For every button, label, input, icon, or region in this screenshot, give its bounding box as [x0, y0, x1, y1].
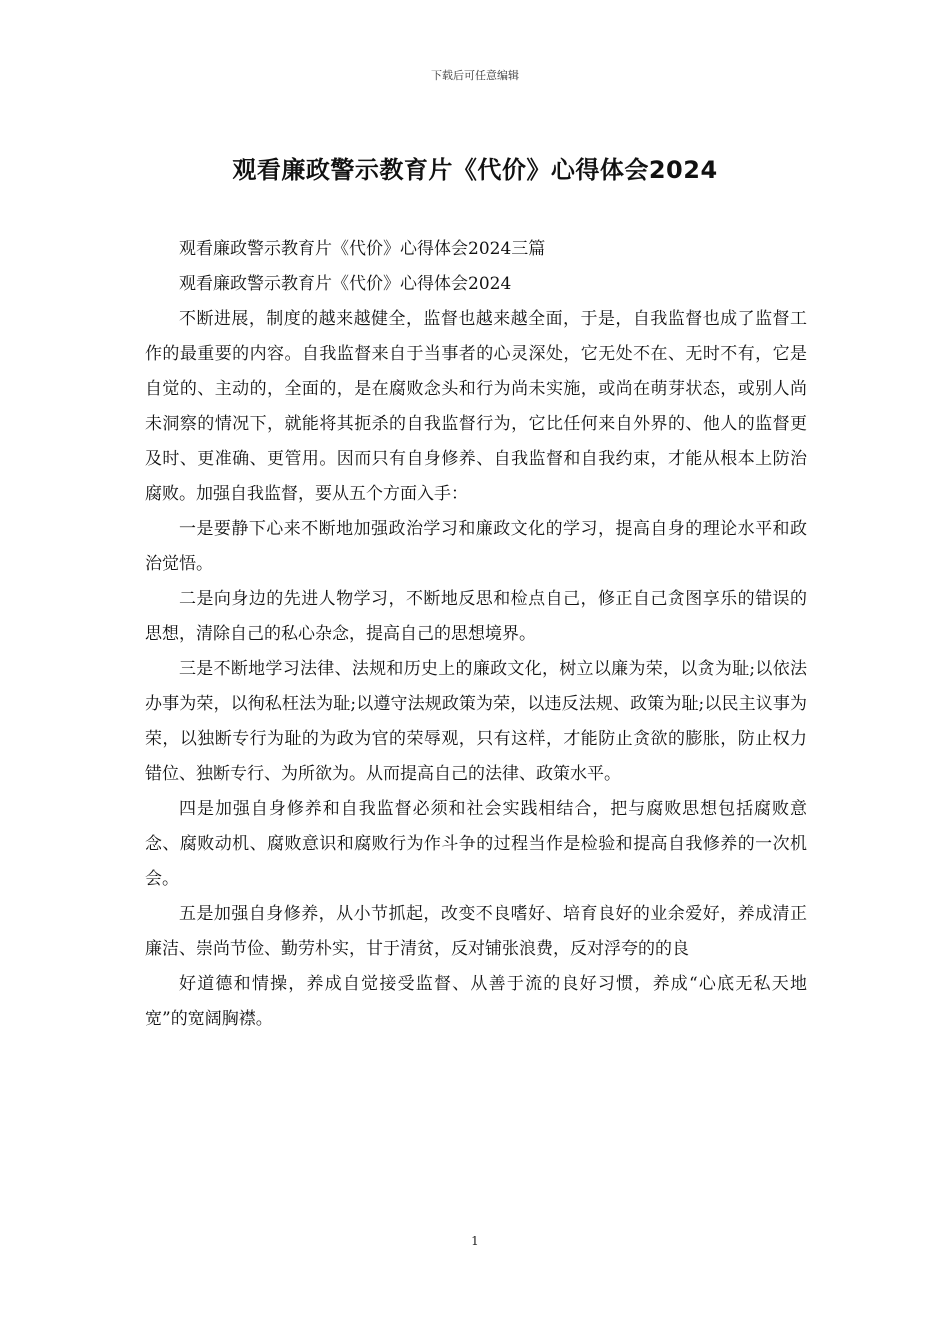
- header-note: 下载后可任意编辑: [431, 69, 519, 82]
- paragraph-section-heading: 观看廉政警示教育片《代价》心得体会2024: [179, 274, 512, 294]
- paragraph-point-4: 四是加强自身修养和自我监督必须和社会实践相结合，把与腐败思想包括腐败意念、腐败动机、腐败意识和腐败行为作斗争的过程当作是检验和提高自我修养的一次机会。: [145, 799, 807, 889]
- paragraph-subtitle: 观看廉政警示教育片《代价》心得体会2024三篇: [179, 239, 546, 259]
- paragraph-point-3: 三是不断地学习法律、法规和历史上的廉政文化，树立以廉为荣，以贪为耻;以依法办事为荣，以徇私枉法为耻;以遵守法规政策为荣，以违反法规、政策为耻;以民主议事为荣，以独断专行为耻的为政为官的荣辱观，只有这样，才能防止贪欲的膨胀，防止权力错位、独断专行、为所欲为。从而提高自己的法律、政策水平。: [145, 659, 807, 784]
- page-number: 1: [471, 1234, 479, 1248]
- paragraph-point-5: 五是加强自身修养，从小节抓起，改变不良嗜好、培育良好的业余爱好，养成清正廉洁、崇尚节俭、勤劳朴实，甘于清贫，反对铺张浪费，反对浮夸的的良: [145, 904, 807, 959]
- paragraph-point-1: 一是要静下心来不断地加强政治学习和廉政文化的学习，提高自身的理论水平和政治觉悟。: [145, 519, 807, 574]
- paragraph-intro: 不断进展，制度的越来越健全，监督也越来越全面，于是，自我监督也成了监督工作的最重要的内容。自我监督来自于当事者的心灵深处，它无处不在、无时不有，它是自觉的、主动的，全面的，是在腐败念头和行为尚未实施，或尚在萌芽状态，或别人尚未洞察的情况下，就能将其扼杀的自我监督行为，它比任何来自外界的、他人的监督更及时、更准确、更管用。因而只有自身修养、自我监督和自我约束，才能从根本上防治腐败。加强自我监督，要从五个方面入手：: [145, 309, 807, 504]
- document-body: [145, 232, 807, 1037]
- document-title: 观看廉政警示教育片《代价》心得体会2024: [232, 156, 718, 184]
- paragraph-point-2: 二是向身边的先进人物学习，不断地反思和检点自己，修正自己贪图享乐的错误的思想，清除自己的私心杂念，提高自己的思想境界。: [145, 589, 807, 644]
- paragraph-point-5-continued: 好道德和情操，养成自觉接受监督、从善于流的良好习惯，养成“心底无私天地宽”的宽阔胸襟。: [145, 974, 807, 1029]
